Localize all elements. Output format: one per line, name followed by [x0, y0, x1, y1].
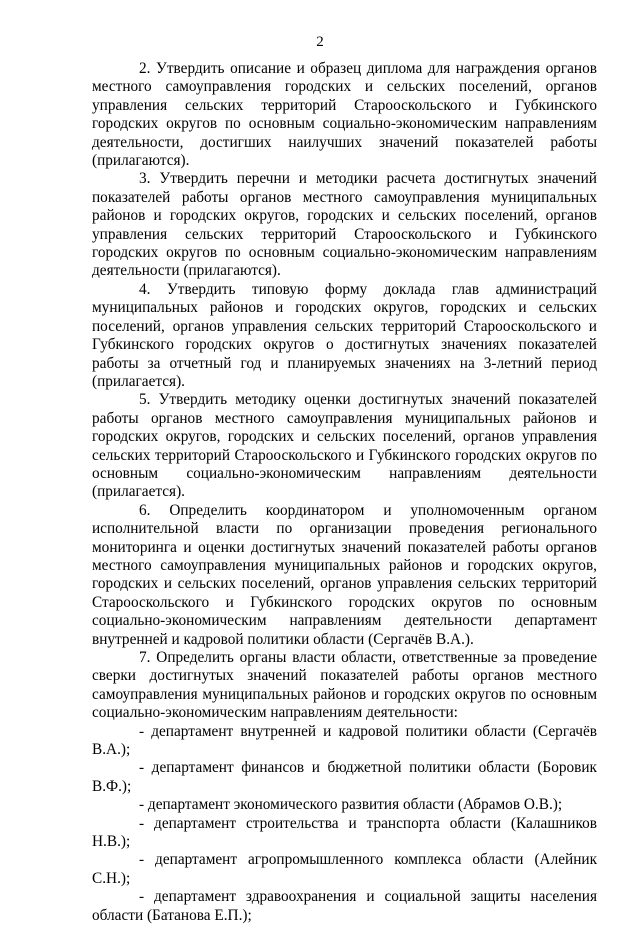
list-item: - департамент строительства и транспорта области (Калашников Н.В.); [92, 814, 597, 851]
list-item: - департамент агропромышленного комплекса области (Алейник С.Н.); [92, 851, 597, 887]
paragraph-item-3: 3. Утвердить перечни и методики расчета достигнутых значений показателей работы органов местного самоуправления муниципальных районов и городских округов, городских и сельских поселений, органов управления сельских территорий Старооскольского и Губкинского городских округов по основным социально-экономическим направлениям деятельности (прилагаются). [92, 170, 597, 280]
paragraph-item-7: 7. Определить органы власти области, ответственные за проведение сверки достигнутых значений показателей работы органов местного самоуправления муниципальных районов и городских округов по основным социально-экономическим направлениям деятельности: [92, 649, 597, 722]
paragraph-item-2: 2. Утвердить описание и образец диплома для награждения органов местного самоуправления городских и сельских поселений, органов управления сельских территорий Старооскольского и Губкинского городских округов по основным социально-экономическим направлениям деятельности, достигших наилучших значений показателей работы (прилагаются). [92, 60, 597, 170]
paragraph-item-5: 5. Утвердить методику оценки достигнутых значений показателей работы органов местного самоуправления муниципальных районов и городских округов, городских и сельских поселений, органов управления сельских территорий Старооскольского и Губкинского городских округов по основным социально-экономическим направлениям деятельности (прилагается). [92, 391, 597, 501]
paragraph-item-4: 4. Утвердить типовую форму доклада глав администраций муниципальных районов и городских округов, городских и сельских поселений, органов управления сельских территорий Старооскольского и Губкинского городских округов о достигнутых значениях показателей работы за отчетный год и планируемых значениях на 3-летний период (прилагается). [92, 280, 597, 390]
document-body [92, 60, 597, 925]
list-item: - департамент внутренней и кадровой политики области (Сергачёв В.А.); [92, 722, 597, 759]
paragraph-item-6: 6. Определить координатором и уполномоченным органом исполнительной власти по организации проведения регионального мониторинга и оценки достигнутых значений показателей работы органов местного самоуправления муниципальных районов и городских округов, городских и сельских поселений, органов управления сельских территорий Старооскольского и Губкинского городских округов по основным социально-экономическим направлениям деятельности департамент внутренней и кадровой политики области (Сергачёв В.А.). [92, 501, 597, 648]
page-number: 2 [316, 34, 324, 50]
list-item: - департамент здравоохранения и социальной защиты населения области (Батанова Е.П.); [92, 888, 597, 924]
list-item: - департамент финансов и бюджетной политики области (Боровик В.Ф.); [92, 759, 597, 795]
list-item: - департамент экономического развития области (Абрамов О.В.); [139, 796, 563, 814]
